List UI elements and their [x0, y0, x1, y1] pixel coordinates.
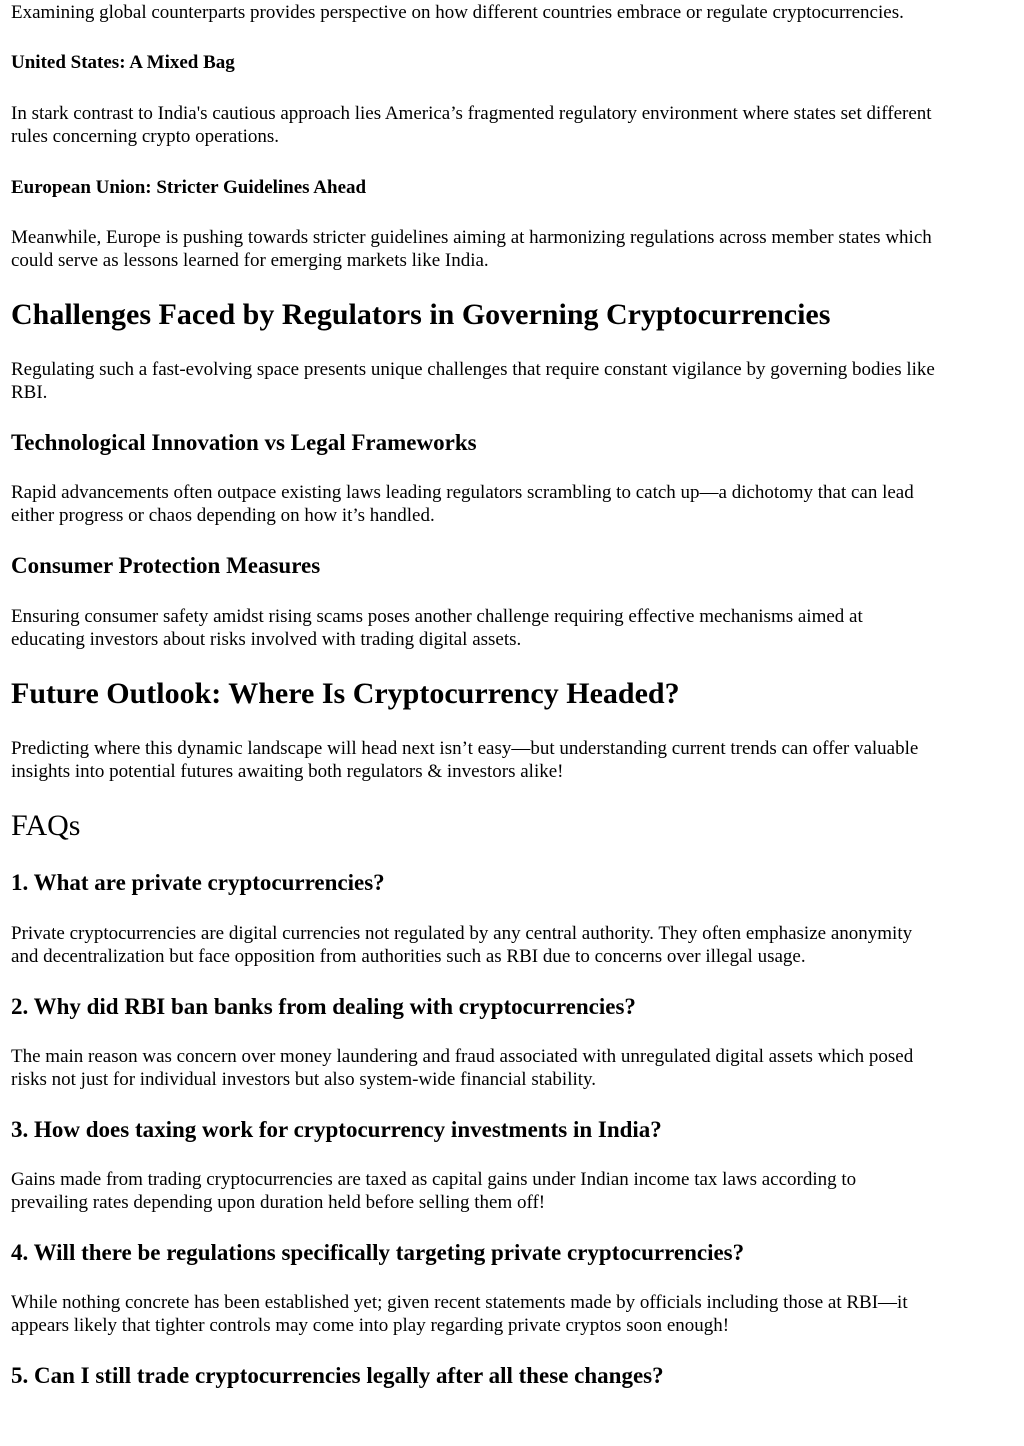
- consumer-paragraph-line-1: Ensuring consumer safety amidst rising scams poses another challenge requiring effective mechanisms aimed at: [11, 606, 863, 627]
- consumer-paragraph-line-2: educating investors about risks involved with trading digital assets.: [11, 629, 522, 650]
- consumer-heading: Consumer Protection Measures: [11, 553, 321, 578]
- faq-question-3: 3. How does taxing work for cryptocurrency investments in India?: [11, 1117, 662, 1142]
- tech-paragraph-line-2: either progress or chaos depending on how it’s handled.: [11, 505, 435, 526]
- future-paragraph-line-1: Predicting where this dynamic landscape will head next isn’t easy—but understanding current trends can offer valuable: [11, 738, 919, 759]
- faq-answer-2-line-1: The main reason was concern over money laundering and fraud associated with unregulated digital assets which posed: [11, 1046, 914, 1067]
- faq-answer-2-line-2: risks not just for individual investors but also system-wide financial stability.: [11, 1069, 597, 1090]
- challenges-heading: Challenges Faced by Regulators in Governing Cryptocurrencies: [11, 298, 831, 331]
- faq-answer-3-line-1: Gains made from trading cryptocurrencies are taxed as capital gains under Indian income tax laws according to: [11, 1169, 857, 1190]
- faq-answer-1-line-1: Private cryptocurrencies are digital currencies not regulated by any central authority. They often emphasize anonymity: [11, 923, 913, 944]
- us-heading: United States: A Mixed Bag: [11, 52, 235, 73]
- faq-answer-4-line-2: appears likely that tighter controls may come into play regarding private cryptos soon enough!: [11, 1315, 730, 1336]
- us-paragraph-line-2: rules concerning crypto operations.: [11, 126, 280, 147]
- eu-heading: European Union: Stricter Guidelines Ahead: [11, 177, 367, 198]
- tech-heading: Technological Innovation vs Legal Frameworks: [11, 430, 477, 455]
- faq-answer-4-line-1: While nothing concrete has been established yet; given recent statements made by officials including those at RBI—it: [11, 1292, 908, 1313]
- eu-paragraph-line-2: could serve as lessons learned for emerging markets like India.: [11, 250, 489, 271]
- future-heading: Future Outlook: Where Is Cryptocurrency Headed?: [11, 677, 680, 710]
- future-paragraph-line-2: insights into potential futures awaiting both regulators & investors alike!: [11, 761, 564, 782]
- tech-paragraph-line-1: Rapid advancements often outpace existing laws leading regulators scrambling to catch up—a dichotomy that can lead: [11, 482, 914, 503]
- faq-question-2: 2. Why did RBI ban banks from dealing with cryptocurrencies?: [11, 994, 636, 1019]
- faq-answer-1-line-2: and decentralization but face opposition from authorities such as RBI due to concerns over illegal usage.: [11, 946, 806, 967]
- faq-question-5: 5. Can I still trade cryptocurrencies legally after all these changes?: [11, 1363, 664, 1388]
- us-paragraph-line-1: In stark contrast to India's cautious approach lies America’s fragmented regulatory environment where states set different: [11, 103, 932, 124]
- faqs-heading: FAQs: [11, 809, 81, 842]
- intro-paragraph: Examining global counterparts provides perspective on how different countries embrace or regulate cryptocurrencies.: [11, 2, 904, 23]
- challenges-paragraph-line-1: Regulating such a fast-evolving space presents unique challenges that require constant vigilance by governing bodies like: [11, 359, 935, 380]
- challenges-paragraph-line-2: RBI.: [11, 382, 48, 403]
- eu-paragraph-line-1: Meanwhile, Europe is pushing towards stricter guidelines aiming at harmonizing regulations across member states which: [11, 227, 932, 248]
- faq-question-1: 1. What are private cryptocurrencies?: [11, 870, 385, 895]
- faq-question-4: 4. Will there be regulations specifically targeting private cryptocurrencies?: [11, 1240, 745, 1265]
- faq-answer-3-line-2: prevailing rates depending upon duration held before selling them off!: [11, 1192, 546, 1213]
